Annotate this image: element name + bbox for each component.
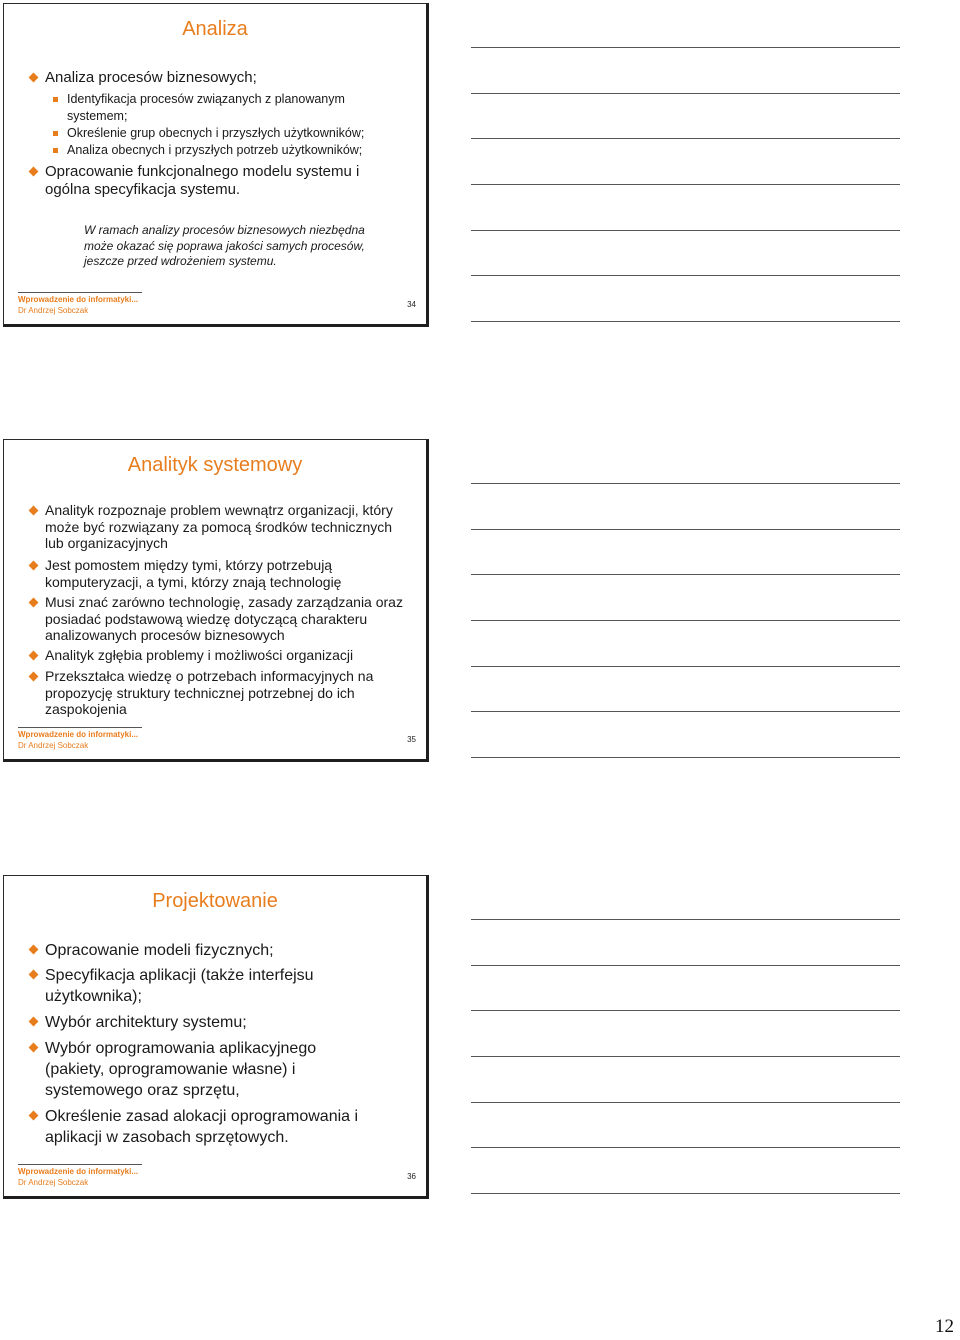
footer-author: Dr Andrzej Sobczak [18, 741, 89, 750]
diamond-bullet-icon [29, 970, 39, 980]
notes-line [471, 1147, 900, 1148]
diamond-bullet-icon [29, 1017, 39, 1027]
notes-line [471, 483, 900, 484]
bullet-item [30, 69, 410, 87]
footer-course: Wprowadzenie do informatyki... [18, 1167, 139, 1176]
notes-line [471, 919, 900, 920]
sub-bullet-text: Określenie grup obecnych i przyszłych użytkowników; [67, 126, 365, 140]
bullet-text: Przekształca wiedzę o potrzebach informacyjnych na propozycję struktury technicznej potrzebnej do ich zaspokojenia [45, 668, 374, 717]
footer-rule [18, 292, 142, 293]
bullet-item [30, 1012, 415, 1033]
footer-course: Wprowadzenie do informatyki... [18, 295, 139, 304]
bullet-text: Specyfikacja aplikacji (także interfejsu użytkownika); [45, 967, 314, 1005]
notes-line [471, 574, 900, 575]
notes-line [471, 1193, 900, 1194]
notes-line [471, 275, 900, 276]
bullet-item [30, 647, 415, 664]
bullet-item [30, 163, 375, 199]
bullet-text: Jest pomostem między tymi, którzy potrzebują komputeryzacji, a tymi, którzy znają technologię [45, 557, 342, 590]
bullet-item [30, 557, 400, 590]
bullet-item [30, 1106, 415, 1148]
bullet-item [30, 668, 415, 718]
notes-line [471, 321, 900, 322]
sub-bullet-item [53, 91, 383, 125]
slide-projektowanie [3, 875, 429, 1199]
bullet-text: Określenie zasad alokacji oprogramowania i aplikacji w zasobach sprzętowych. [45, 1108, 359, 1146]
bullet-text: Musi znać zarówno technologię, zasady zarządzania oraz posiadać podstawową wiedzę dotyczącą charakteru analizowanych procesów biznesowych [45, 594, 403, 643]
notes-line [471, 529, 900, 530]
bullet-item [30, 1038, 360, 1101]
bullet-item [30, 502, 412, 552]
footer-rule [18, 727, 142, 728]
footer-rule [18, 1164, 142, 1165]
slide-footer [18, 727, 428, 753]
notes-line [471, 666, 900, 667]
handout-page-number: 12 [935, 1316, 954, 1337]
bullet-item [30, 965, 360, 1007]
slide-analiza [3, 3, 429, 327]
slide-page-number: 36 [407, 1172, 416, 1181]
square-bullet-icon [53, 97, 58, 102]
bullet-item [30, 594, 415, 644]
bullet-item [30, 940, 415, 961]
square-bullet-icon [53, 131, 58, 136]
slide-footer [18, 292, 428, 318]
diamond-bullet-icon [29, 561, 39, 571]
diamond-bullet-icon [29, 167, 39, 177]
footer-author: Dr Andrzej Sobczak [18, 306, 89, 315]
bullet-text: Analiza procesów biznesowych; [45, 69, 257, 86]
notes-line [471, 965, 900, 966]
notes-line [471, 93, 900, 94]
sub-bullet-text: Identyfikacja procesów związanych z planowanym systemem; [67, 92, 345, 123]
slide-footer [18, 1164, 428, 1190]
diamond-bullet-icon [29, 598, 39, 608]
slide-analityk-systemowy [3, 439, 429, 762]
sub-bullet-text: Analiza obecnych i przyszłych potrzeb użytkowników; [67, 143, 363, 157]
diamond-bullet-icon [29, 1111, 39, 1121]
slide-title: Projektowanie [152, 890, 278, 912]
diamond-bullet-icon [29, 506, 39, 516]
diamond-bullet-icon [29, 1043, 39, 1053]
slide-note: W ramach analizy procesów biznesowych niezbędna może okazać się poprawa jakości samych procesów, jeszcze przed wdrożeniem systemu. [84, 223, 365, 268]
notes-line [471, 184, 900, 185]
slide-page-number: 34 [407, 300, 416, 309]
diamond-bullet-icon [29, 651, 39, 661]
bullet-text: Wybór architektury systemu; [45, 1014, 247, 1031]
notes-line [471, 1010, 900, 1011]
notes-line [471, 47, 900, 48]
notes-line [471, 1102, 900, 1103]
footer-course: Wprowadzenie do informatyki... [18, 730, 139, 739]
slide-title: Analityk systemowy [127, 454, 303, 476]
notes-line [471, 711, 900, 712]
diamond-bullet-icon [29, 73, 39, 83]
square-bullet-icon [53, 148, 58, 153]
diamond-bullet-icon [29, 672, 39, 682]
bullet-text: Wybór oprogramowania aplikacyjnego (pakiety, oprogramowanie własne) i systemowego oraz sprzętu, [45, 1040, 317, 1099]
slide-page-number: 35 [407, 735, 416, 744]
bullet-text: Opracowanie funkcjonalnego modelu systemu i ogólna specyfikacja systemu. [45, 163, 360, 198]
notes-line [471, 230, 900, 231]
notes-line [471, 757, 900, 758]
footer-author: Dr Andrzej Sobczak [18, 1178, 89, 1187]
diamond-bullet-icon [29, 945, 39, 955]
bullet-text: Analityk rozpoznaje problem wewnątrz organizacji, który może być rozwiązany za pomocą środków technicznych lub organizacyjnych [45, 502, 393, 551]
sub-bullet-item [53, 142, 423, 159]
notes-line [471, 138, 900, 139]
notes-line [471, 620, 900, 621]
bullet-text: Opracowanie modeli fizycznych; [45, 942, 274, 959]
bullet-text: Analityk zgłębia problemy i możliwości organizacji [45, 647, 354, 663]
sub-bullet-item [53, 125, 423, 142]
notes-line [471, 1056, 900, 1057]
slide-title: Analiza [182, 18, 248, 40]
